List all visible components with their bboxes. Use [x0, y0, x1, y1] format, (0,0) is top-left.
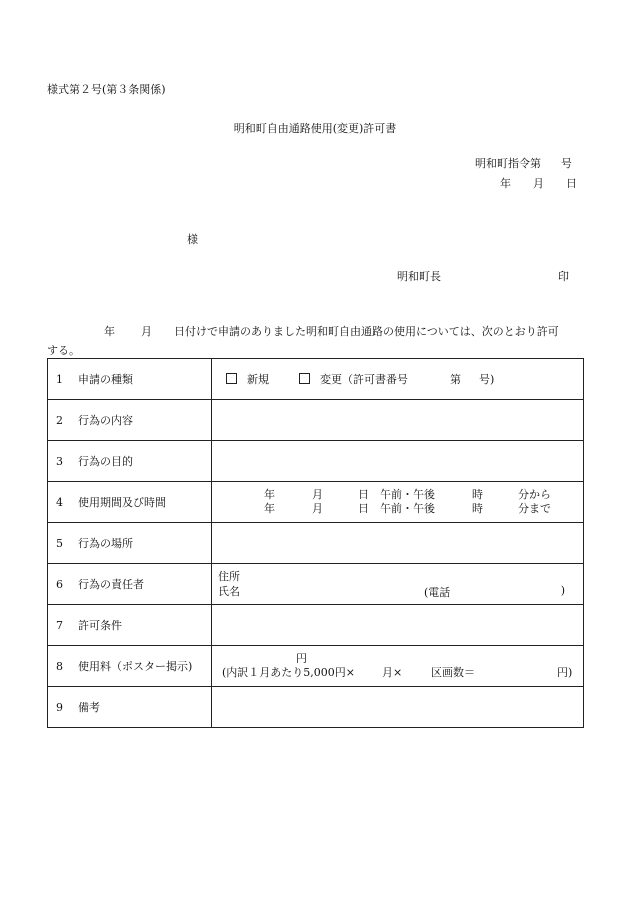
row-label — [48, 523, 212, 564]
table-row — [48, 564, 584, 605]
table-row — [48, 441, 584, 482]
row-label-text: 使用期間及び時間 — [78, 496, 166, 509]
row-label-text: 使用料（ポスター掲示) — [78, 660, 193, 673]
row-number: 4 — [56, 496, 63, 509]
change-checkbox[interactable] — [299, 373, 310, 384]
document-title: 明和町自由通路使用(変更)許可書 — [233, 122, 397, 135]
reference-number — [475, 155, 572, 171]
period-hour: 時 — [472, 488, 483, 501]
row-number: 9 — [56, 701, 63, 714]
reference-prefix: 明和町指令第 — [475, 157, 541, 170]
activity-purpose-field[interactable] — [212, 441, 584, 482]
issue-date-day: 日 — [566, 177, 577, 190]
body-month: 月 — [141, 325, 152, 338]
issuer-name: 明和町長 — [397, 270, 441, 283]
period-month: 月 — [312, 488, 323, 501]
period-end — [226, 502, 583, 516]
row-label-text: 許可条件 — [78, 619, 122, 632]
usage-fee-field[interactable] — [212, 646, 584, 687]
activity-location-field[interactable] — [212, 523, 584, 564]
period-ampm: 午前・午後 — [380, 502, 435, 515]
table-row — [48, 482, 584, 523]
row-label — [48, 687, 212, 728]
row-label — [48, 605, 212, 646]
row-number: 3 — [56, 455, 63, 468]
row-label — [48, 482, 212, 523]
body-text-line2: する。 — [47, 344, 80, 357]
period-ampm: 午前・午後 — [380, 488, 435, 501]
responsible-name: 氏名 — [218, 585, 240, 598]
new-checkbox[interactable] — [226, 373, 237, 384]
body-text: 日付けで申請のありました明和町自由通路の使用については、次のとおり許可 — [174, 325, 559, 338]
go-label: 号) — [479, 373, 495, 386]
table-row — [48, 646, 584, 687]
row-label — [48, 359, 212, 400]
fee-months: 月× — [382, 666, 403, 679]
responsible-person-field[interactable] — [212, 564, 584, 605]
row-label-text: 行為の場所 — [78, 537, 133, 550]
row-number: 6 — [56, 578, 63, 591]
table-row — [48, 400, 584, 441]
permit-conditions-field[interactable] — [212, 605, 584, 646]
table-row — [48, 359, 584, 400]
row-label-text: 行為の目的 — [78, 455, 133, 468]
row-label — [48, 441, 212, 482]
period-start — [226, 488, 583, 502]
period-day: 日 — [358, 502, 369, 515]
fee-rate: (内訳１月あたり5,000円× — [222, 666, 355, 679]
row-label-text: 行為の内容 — [78, 414, 133, 427]
row-label-text: 備考 — [78, 701, 100, 714]
period-year: 年 — [264, 502, 275, 515]
fee-total-yen: 円 — [296, 652, 307, 665]
row-label — [48, 564, 212, 605]
responsible-address: 住所 — [218, 570, 240, 583]
fee-detail — [222, 666, 583, 680]
issue-date-month: 月 — [533, 177, 544, 190]
reference-suffix: 号 — [561, 157, 572, 170]
period-hour: 時 — [472, 502, 483, 515]
change-label: 変更（許可書番号 — [320, 373, 408, 386]
body-year: 年 — [104, 325, 115, 338]
responsible-phone-close: ) — [560, 584, 565, 597]
responsible-phone: (電話 — [424, 586, 451, 599]
period-until: 分まで — [518, 502, 551, 515]
period-month: 月 — [312, 502, 323, 515]
remarks-field[interactable] — [212, 687, 584, 728]
issue-date — [500, 175, 577, 191]
addressee: 様 — [187, 233, 198, 246]
fee-subtotal: 円) — [557, 666, 573, 679]
permit-table — [47, 358, 584, 728]
period-day: 日 — [358, 488, 369, 501]
period-field[interactable] — [212, 482, 584, 523]
row-number: 2 — [56, 414, 63, 427]
activity-content-field[interactable] — [212, 400, 584, 441]
seal-mark: 印 — [558, 270, 569, 283]
body-text-line1 — [104, 323, 559, 339]
row-label — [48, 646, 212, 687]
row-number: 1 — [56, 373, 63, 386]
row-label — [48, 400, 212, 441]
row-label-text: 申請の種類 — [78, 373, 133, 386]
table-row — [48, 523, 584, 564]
dai-label: 第 — [450, 373, 461, 386]
fee-sections: 区画数＝ — [431, 666, 475, 679]
row-number: 8 — [56, 660, 63, 673]
form-number: 様式第２号(第３条関係) — [47, 83, 166, 96]
period-from: 分から — [518, 488, 551, 501]
table-row — [48, 605, 584, 646]
new-label: 新規 — [247, 373, 269, 386]
row-label-text: 行為の責任者 — [78, 578, 144, 591]
application-kind-cell — [212, 359, 584, 400]
issue-date-year: 年 — [500, 177, 511, 190]
row-number: 7 — [56, 619, 63, 632]
table-row — [48, 687, 584, 728]
row-number: 5 — [56, 537, 63, 550]
period-year: 年 — [264, 488, 275, 501]
